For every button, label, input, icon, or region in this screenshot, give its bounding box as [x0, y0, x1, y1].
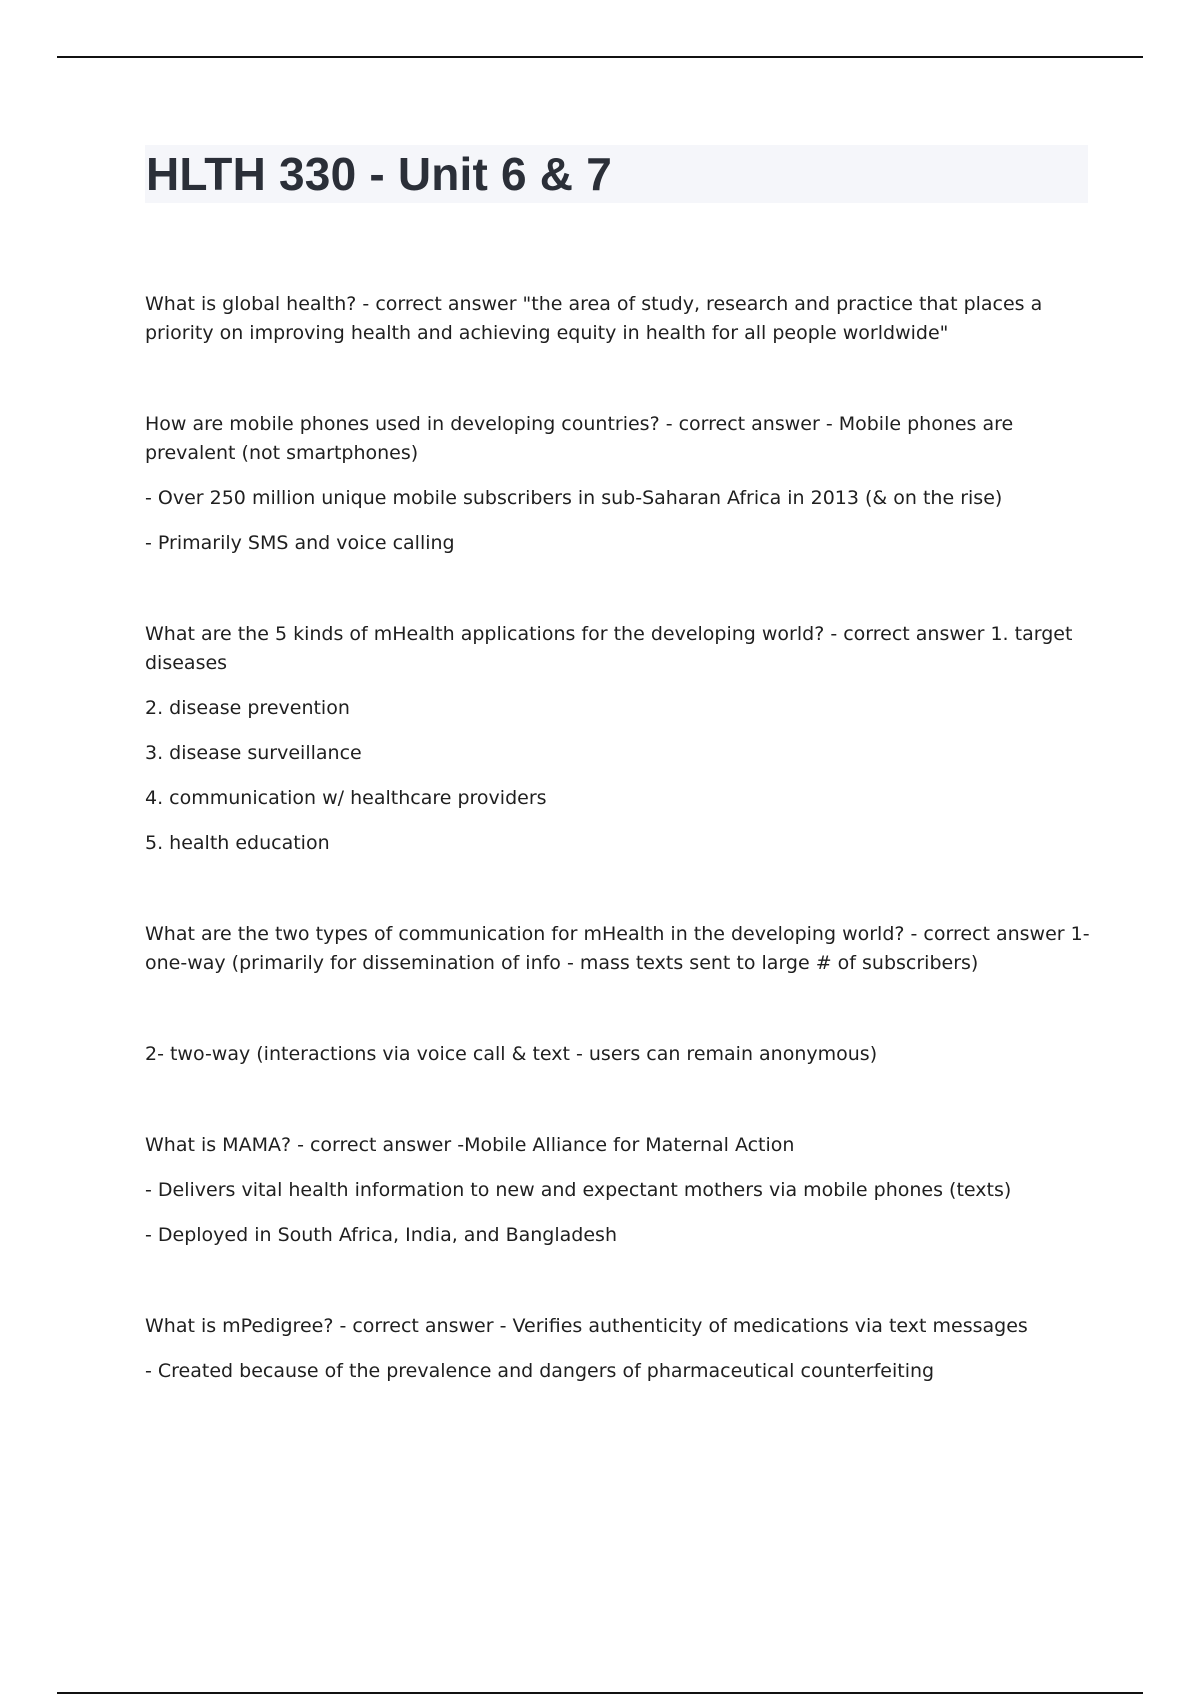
- qa-detail: 4. communication w/ healthcare providers: [145, 787, 547, 809]
- qa-item-mpedigree: [145, 1312, 1090, 1386]
- qa-item-communication-types: [145, 920, 1090, 1069]
- qa-item-mhealth-applications: [145, 620, 1090, 858]
- qa-item-mama: [145, 1131, 1090, 1250]
- qa-detail: - Created because of the prevalence and dangers of pharmaceutical counterfeiting: [145, 1360, 935, 1382]
- document-body: [145, 290, 1090, 1448]
- qa-question: How are mobile phones used in developing countries? - correct answer - Mobile phones are prevalent (not smartphones): [145, 413, 1014, 464]
- qa-item-mobile-phones: [145, 410, 1090, 558]
- qa-detail: - Deployed in South Africa, India, and Bangladesh: [145, 1224, 617, 1246]
- title-banner: [145, 145, 1088, 203]
- qa-detail: 2- two-way (interactions via voice call & text - users can remain anonymous): [145, 1043, 878, 1065]
- qa-detail: 2. disease prevention: [145, 697, 350, 719]
- qa-question: What is MAMA? - correct answer -Mobile Alliance for Maternal Action: [145, 1134, 795, 1156]
- qa-detail: 3. disease surveillance: [145, 742, 362, 764]
- qa-question: What is mPedigree? - correct answer - Verifies authenticity of medications via text messages: [145, 1315, 1028, 1337]
- qa-detail: - Primarily SMS and voice calling: [145, 532, 455, 554]
- qa-item-global-health: [145, 290, 1090, 348]
- qa-detail: 5. health education: [145, 832, 330, 854]
- qa-question: What are the two types of communication for mHealth in the developing world? - correct answer 1- one-way (primarily for dissemination of info - mass texts sent to large # of subscribers): [145, 923, 1090, 974]
- qa-question: What are the 5 kinds of mHealth applications for the developing world? - correct answer 1. target diseases: [145, 623, 1073, 674]
- qa-question: What is global health? - correct answer "the area of study, research and practice that places a priority on improving health and achieving equity in health for all people worldwide": [145, 293, 1043, 344]
- qa-detail: - Over 250 million unique mobile subscribers in sub-Saharan Africa in 2013 (& on the rise): [145, 487, 1003, 509]
- top-rule: [57, 56, 1143, 58]
- bottom-rule: [57, 1692, 1143, 1694]
- document-title: HLTH 330 - Unit 6 & 7: [146, 148, 612, 200]
- qa-detail: - Delivers vital health information to new and expectant mothers via mobile phones (texts): [145, 1179, 1012, 1201]
